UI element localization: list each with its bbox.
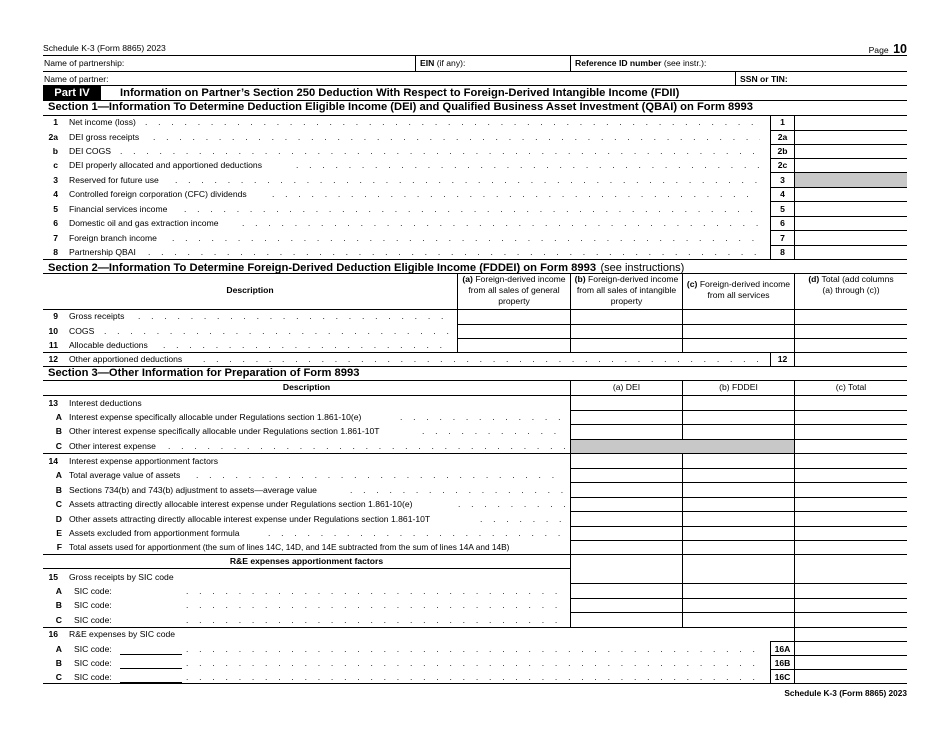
line-num: C bbox=[55, 441, 62, 451]
line-4-amount[interactable] bbox=[795, 188, 907, 201]
line-10c-amount[interactable] bbox=[683, 325, 794, 338]
line-2c-amount[interactable] bbox=[795, 159, 907, 172]
line-15a-fddei[interactable] bbox=[683, 585, 794, 598]
line-label: Reserved for future use bbox=[69, 175, 159, 185]
line-box: 16C bbox=[774, 672, 791, 682]
line-label: COGS bbox=[69, 326, 95, 336]
line-num: 5 bbox=[53, 204, 58, 214]
line-num: b bbox=[52, 146, 58, 156]
line-num: 4 bbox=[53, 189, 58, 199]
line-2a-amount[interactable] bbox=[795, 131, 907, 144]
line-num: 9 bbox=[53, 311, 58, 321]
line-num: B bbox=[55, 426, 62, 436]
line-box: 5 bbox=[780, 204, 785, 214]
col-text: Total (add columns (a) through (c)) bbox=[821, 274, 894, 295]
reference-id-label bbox=[575, 57, 706, 69]
line-14c-fddei[interactable] bbox=[683, 498, 794, 511]
line-box: 7 bbox=[780, 233, 785, 243]
line-15c-total[interactable] bbox=[795, 614, 907, 627]
line-12-amount[interactable] bbox=[795, 353, 907, 366]
line-box: 12 bbox=[777, 354, 788, 364]
line-13c-shaded bbox=[571, 440, 794, 453]
refid-label-text: Reference ID number bbox=[575, 58, 662, 68]
line-10d-amount[interactable] bbox=[795, 325, 907, 338]
form-id-header: Schedule K-3 (Form 8865) 2023 bbox=[43, 43, 166, 53]
line-9b-amount[interactable] bbox=[571, 310, 682, 323]
line-box: 8 bbox=[780, 247, 785, 257]
line-num: C bbox=[55, 615, 62, 625]
line-box: 3 bbox=[780, 175, 785, 185]
part-tag: Part IV bbox=[43, 86, 101, 100]
line-box: 4 bbox=[780, 189, 785, 199]
line-num: A bbox=[55, 470, 62, 480]
line-label: Interest expense apportionment factors bbox=[69, 456, 219, 466]
line-14a-total[interactable] bbox=[795, 469, 907, 482]
line-label: SIC code: bbox=[74, 658, 112, 668]
line-num: B bbox=[55, 658, 62, 668]
line-15a-total[interactable] bbox=[795, 585, 907, 598]
partner-name-label: Name of partner: bbox=[44, 74, 109, 84]
line-label: Interest deductions bbox=[69, 398, 142, 408]
line-num: A bbox=[55, 412, 62, 422]
line-14a-fddei[interactable] bbox=[683, 469, 794, 482]
line-box: 16B bbox=[774, 658, 791, 668]
line-14e-dei[interactable] bbox=[571, 527, 682, 540]
line-13a-fddei[interactable] bbox=[683, 411, 794, 424]
line-label: DEI gross receipts bbox=[69, 132, 140, 142]
section2-col-b-header bbox=[571, 274, 682, 307]
line-14f-dei[interactable] bbox=[571, 541, 682, 554]
line-num: B bbox=[55, 485, 62, 495]
line-14e-fddei[interactable] bbox=[683, 527, 794, 540]
form-id-footer: Schedule K-3 (Form 8865) 2023 bbox=[784, 688, 907, 698]
line-13c-total[interactable] bbox=[795, 440, 907, 453]
line-14b-dei[interactable] bbox=[571, 484, 682, 497]
line-label: SIC code: bbox=[74, 672, 112, 682]
line-label: Allocable deductions bbox=[69, 340, 148, 350]
line-label: SIC code: bbox=[74, 644, 112, 654]
ssn-tin-label: SSN or TIN: bbox=[740, 74, 788, 84]
section2-col-d-header bbox=[806, 274, 896, 296]
line-13a-total[interactable] bbox=[795, 411, 907, 424]
line-11a-amount[interactable] bbox=[458, 339, 570, 352]
page-label: Page bbox=[868, 45, 889, 55]
line-7-amount[interactable] bbox=[795, 232, 907, 245]
line-13b-fddei[interactable] bbox=[683, 425, 794, 438]
line-num: C bbox=[55, 672, 62, 682]
line-label: Domestic oil and gas extraction income bbox=[69, 218, 219, 228]
section3-col-a-header: (a) DEI bbox=[612, 382, 641, 392]
ein-label bbox=[420, 57, 465, 69]
section2-col-a-header bbox=[458, 274, 570, 307]
line-label: Net income (loss) bbox=[69, 117, 136, 127]
line-num: 13 bbox=[48, 398, 58, 408]
re-apportionment-header: R&E expenses apportionment factors bbox=[229, 556, 384, 566]
line-label: Other interest expense bbox=[69, 441, 156, 451]
line-num: 1 bbox=[53, 117, 58, 127]
line-13b-dei[interactable] bbox=[571, 425, 682, 438]
line-10b-amount[interactable] bbox=[571, 325, 682, 338]
line-14c-dei[interactable] bbox=[571, 498, 682, 511]
line-label: DEI properly allocated and apportioned deductions bbox=[69, 160, 263, 170]
line-11d-amount[interactable] bbox=[795, 339, 907, 352]
col-letter: (b) bbox=[574, 274, 586, 284]
line-label: Financial services income bbox=[69, 204, 168, 214]
line-num: 7 bbox=[53, 233, 58, 243]
line-label: Assets attracting directly allocable interest expense under Regulations section 1.861-10(e) bbox=[69, 499, 413, 509]
line-num: 11 bbox=[48, 340, 58, 350]
sic-code-16b-field[interactable] bbox=[120, 668, 182, 669]
line-label: Controlled foreign corporation (CFC) dividends bbox=[69, 189, 247, 199]
line-num: E bbox=[56, 528, 62, 538]
line-box: 2c bbox=[777, 160, 788, 170]
section2-title-text: Section 2—Information To Determine Foreign-Derived Deduction Eligible Income (FDDEI) on Form 8993 bbox=[48, 262, 597, 274]
line-15c-fddei[interactable] bbox=[683, 614, 794, 627]
line-num: B bbox=[55, 600, 62, 610]
line-11c-amount[interactable] bbox=[683, 339, 794, 352]
line-9d-amount[interactable] bbox=[795, 310, 907, 323]
line-14a-dei[interactable] bbox=[571, 469, 682, 482]
line-label: Gross receipts by SIC code bbox=[69, 572, 174, 582]
line-15c-dei[interactable] bbox=[571, 614, 682, 627]
section2-desc-header: Description bbox=[226, 285, 274, 295]
line-num: A bbox=[55, 586, 62, 596]
line-label: Gross receipts bbox=[69, 311, 125, 321]
line-label: R&E expenses by SIC code bbox=[69, 629, 176, 639]
line-label: SIC code: bbox=[74, 615, 112, 625]
line-13b-total[interactable] bbox=[795, 425, 907, 438]
line-label: Total assets used for apportionment (the sum of lines 14C, 14D, and 14E subtracted from the sum of lines 14A and 14B) bbox=[69, 542, 510, 552]
section2-title-note: (see instructions) bbox=[600, 262, 685, 274]
line-2b-amount[interactable] bbox=[795, 145, 907, 158]
section1-title: Section 1—Information To Determine Deduction Eligible Income (DEI) and Qualified Business Asset Investment (QBAI) on Form 8993 bbox=[48, 101, 753, 113]
line-label: Foreign branch income bbox=[69, 233, 157, 243]
line-15b-dei[interactable] bbox=[571, 599, 682, 612]
line-label: SIC code: bbox=[74, 600, 112, 610]
line-14e-total[interactable] bbox=[795, 527, 907, 540]
line-box: 16A bbox=[774, 644, 791, 654]
line-label: Sections 734(b) and 743(b) adjustment to assets—average value bbox=[69, 485, 317, 495]
reserved-shaded bbox=[795, 173, 907, 187]
line-14f-total[interactable] bbox=[795, 541, 907, 554]
line-num: C bbox=[55, 499, 62, 509]
col-text: Foreign-derived income from all services bbox=[699, 279, 791, 300]
section2-col-c-header bbox=[683, 279, 794, 301]
line-num: 15 bbox=[48, 572, 58, 582]
line-14d-dei[interactable] bbox=[571, 513, 682, 526]
line-14b-fddei[interactable] bbox=[683, 484, 794, 497]
section3-col-c-header: (c) Total bbox=[835, 382, 867, 392]
line-15b-total[interactable] bbox=[795, 599, 907, 612]
line-box: 6 bbox=[780, 218, 785, 228]
line-num: A bbox=[55, 644, 62, 654]
line-label: Partnership QBAI bbox=[69, 247, 136, 257]
part-title: Information on Partner’s Section 250 Deduction With Respect to Foreign-Derived Intangible Income (FDII) bbox=[120, 87, 680, 99]
col-text: Foreign-derived income from all sales of general property bbox=[468, 274, 566, 306]
line-num: F bbox=[56, 542, 62, 552]
line-14d-fddei[interactable] bbox=[683, 513, 794, 526]
line-num: 6 bbox=[53, 218, 58, 228]
line-11b-amount[interactable] bbox=[571, 339, 682, 352]
sic-code-16a-field[interactable] bbox=[120, 654, 182, 655]
section3-title: Section 3—Other Information for Preparation of Form 8993 bbox=[48, 367, 360, 379]
line-14c-total[interactable] bbox=[795, 498, 907, 511]
line-label: Assets excluded from apportionment formula bbox=[69, 528, 240, 538]
line-label: Other interest expense specifically allocable under Regulations section 1.861-10T bbox=[69, 426, 380, 436]
section3-col-b-header: (b) FDDEI bbox=[719, 382, 758, 392]
line-box: 1 bbox=[780, 117, 785, 127]
line-num: c bbox=[53, 160, 58, 170]
col-letter: (a) bbox=[462, 274, 473, 284]
line-label: SIC code: bbox=[74, 586, 112, 596]
line-num: D bbox=[55, 514, 62, 524]
line-5-amount[interactable] bbox=[795, 203, 907, 216]
line-num: 16 bbox=[48, 629, 58, 639]
line-9c-amount[interactable] bbox=[683, 310, 794, 323]
line-label: Other assets attracting directly allocable interest expense under Regulations section 1.861-10T bbox=[69, 514, 431, 524]
line-6-amount[interactable] bbox=[795, 217, 907, 230]
col-letter: (c) bbox=[686, 279, 698, 289]
line-15b-fddei[interactable] bbox=[683, 599, 794, 612]
line-num: 12 bbox=[48, 354, 58, 364]
line-15a-dei[interactable] bbox=[571, 585, 682, 598]
line-num: 2a bbox=[48, 132, 58, 142]
line-13a-dei[interactable] bbox=[571, 411, 682, 424]
ein-note: (if any): bbox=[436, 58, 466, 68]
line-box: 2b bbox=[777, 146, 788, 156]
line-num: 3 bbox=[53, 175, 58, 185]
line-num: 14 bbox=[48, 456, 58, 466]
line-10a-amount[interactable] bbox=[458, 325, 570, 338]
line-14b-total[interactable] bbox=[795, 484, 907, 497]
line-14f-fddei[interactable] bbox=[683, 541, 794, 554]
partnership-name-label: Name of partnership: bbox=[44, 58, 125, 68]
line-8-amount[interactable] bbox=[795, 246, 907, 259]
line-label: Interest expense specifically allocable under Regulations section 1.861-10(e) bbox=[69, 412, 362, 422]
line-label: Total average value of assets bbox=[69, 470, 181, 480]
refid-note: (see instr.): bbox=[663, 58, 707, 68]
ein-label-text: EIN bbox=[420, 58, 435, 68]
line-box: 2a bbox=[777, 132, 788, 142]
line-num: 8 bbox=[53, 247, 58, 257]
line-14d-total[interactable] bbox=[795, 513, 907, 526]
line-num: 10 bbox=[48, 326, 58, 336]
col-letter: (d) bbox=[808, 274, 820, 284]
line-9a-amount[interactable] bbox=[458, 310, 570, 323]
line-label: DEI COGS bbox=[69, 146, 112, 156]
line-1-amount[interactable] bbox=[795, 116, 907, 129]
section3-desc-header: Description bbox=[282, 382, 331, 392]
col-text: Foreign-derived income from all sales of intangible property bbox=[576, 274, 679, 306]
page-number-value: 10 bbox=[893, 42, 907, 56]
line-label: Other apportioned deductions bbox=[69, 354, 183, 364]
